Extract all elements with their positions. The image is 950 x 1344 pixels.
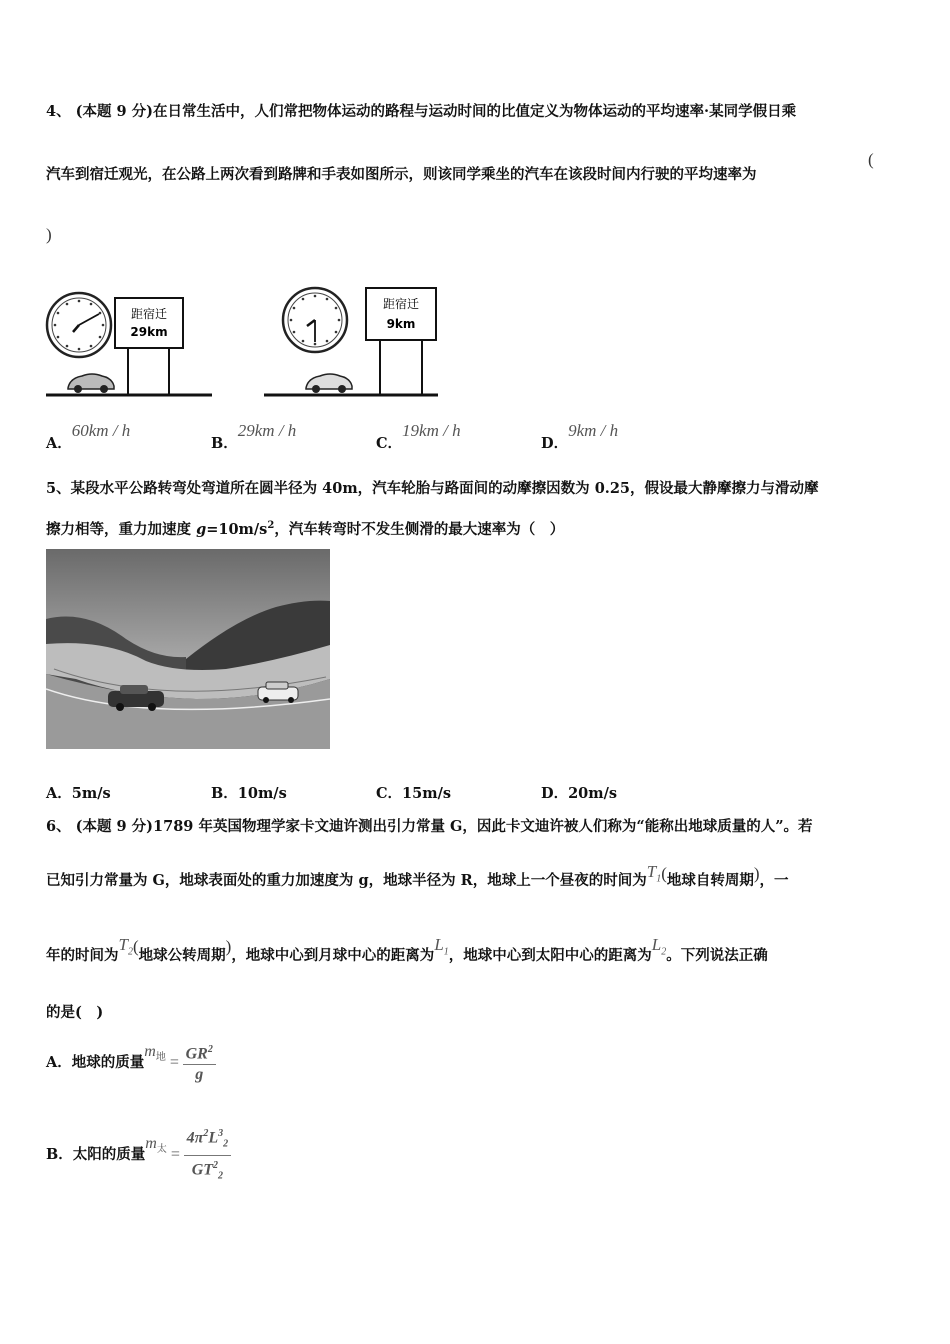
sign2-line2: 9km xyxy=(386,317,416,331)
q6-line3-e: 。下列说法正确 xyxy=(666,947,768,964)
option-value: 60km / h xyxy=(71,421,131,440)
option-label: C． xyxy=(376,435,403,452)
sign1-line1: 距宿迁 xyxy=(130,307,168,321)
option-label: B． xyxy=(211,785,238,802)
q6-line3: 年的时间为$T_2$(地球公转周期)，地球中心到月球中心的距离为$L_1$，地球中心到太阳中心的距离为$L_2$。下列说法正确 xyxy=(46,935,768,964)
option-value: 15m/s xyxy=(402,785,452,802)
q6-line3-b: 地球公转周期 xyxy=(138,947,226,964)
clock-sign-figure-2 xyxy=(262,284,440,400)
q6-line1: 6、 (本题 9 分)1789 年英国物理学家卡文迪许测出引力常量 G，因此卡文迪许被人们称为“能称出地球质量的人”。若 xyxy=(46,818,813,835)
option-label: A． xyxy=(46,435,72,452)
option-value: 29km / h xyxy=(237,421,297,440)
q6-line4: 的是( ) xyxy=(46,1004,104,1021)
mass-sun-symbol: $m_太$ xyxy=(145,1134,167,1156)
fraction-b-denominator: $GT^2_2$ xyxy=(191,1159,224,1182)
sign1-line2: 29km xyxy=(130,325,168,339)
option-label: D． xyxy=(541,785,569,802)
option-label: D． xyxy=(541,435,569,452)
fraction-b-numerator: $4\pi^2L^3_2$ xyxy=(184,1124,232,1156)
option-label: B． xyxy=(211,435,238,452)
q5-line2-b: =10m/s xyxy=(206,520,268,538)
sign2-line1: 距宿迁 xyxy=(382,297,420,311)
option-label: C． xyxy=(376,785,403,802)
q5-line2 xyxy=(46,516,564,540)
option-value: 19km / h xyxy=(402,421,461,440)
q4-figure-1 xyxy=(44,290,216,400)
q6-option-b xyxy=(46,1124,231,1186)
q5-line2-c: ，汽车转弯时不发生侧滑的最大速率为（ ） xyxy=(274,520,565,538)
q6-option-a xyxy=(46,1040,216,1085)
q4-option-c xyxy=(376,420,461,452)
option-value: 10m/s xyxy=(237,785,287,802)
q4-option-d xyxy=(541,420,619,452)
option-text: 地球的质量 xyxy=(71,1053,145,1071)
q5-sup: 2 xyxy=(267,520,275,531)
q5-g: g xyxy=(196,520,207,538)
option-value: 9km / h xyxy=(568,421,619,440)
q5-road-photo xyxy=(46,549,330,749)
q4-option-b xyxy=(211,420,297,452)
option-text: 太阳的质量 xyxy=(72,1146,146,1164)
fraction-b xyxy=(184,1124,232,1186)
q4-option-a xyxy=(46,420,131,452)
q6-line3-c: ，地球中心到月球中心的距离为 xyxy=(231,947,435,964)
fraction-a-numerator: $GR^2$ xyxy=(183,1040,216,1065)
option-label: A． xyxy=(46,785,72,802)
q5-option-c xyxy=(376,784,451,804)
q6-L2: $L_2$ xyxy=(651,935,667,958)
q6-line2-b: 地球自转周期 xyxy=(666,872,754,889)
q4-open-paren: ( xyxy=(868,150,874,169)
q5-line2-a: 擦力相等，重力加速度 xyxy=(46,520,197,538)
q4-line1: 4、 (本题 9 分)在日常生活中，人们常把物体运动的路程与运动时间的比值定义为物体运动的平均速率·某同学假日乘 xyxy=(46,103,797,120)
curved-road-image xyxy=(46,549,330,749)
equals-sign: = xyxy=(169,1146,181,1164)
q6-line3-d: ，地球中心到太阳中心的距离为 xyxy=(448,947,652,964)
q6-L1: $L_1$ xyxy=(434,935,449,958)
q5-option-d xyxy=(541,784,617,804)
q4-line2: 汽车到宿迁观光，在公路上两次看到路牌和手表如图所示，则该同学乘坐的汽车在该段时间内行驶的平均速率为 xyxy=(46,166,757,183)
fraction-a-denominator: g xyxy=(195,1066,204,1084)
q6-T1: $T_1$ xyxy=(646,862,662,885)
mass-earth-symbol: $m_地$ xyxy=(144,1042,166,1063)
q6-line2-c: ，一 xyxy=(759,872,789,889)
q5-option-b xyxy=(211,784,287,804)
q4-close-paren: ) xyxy=(46,225,52,244)
q6-line3-a: 年的时间为 xyxy=(46,947,119,964)
equals-sign: = xyxy=(168,1053,180,1071)
option-value: 20m/s xyxy=(568,785,618,802)
q5-option-a xyxy=(46,784,111,804)
q5-line1: 5、某段水平公路转弯处弯道所在圆半径为 40m，汽车轮胎与路面间的动摩擦因数为 0.25，假设最大静摩擦力与滑动摩 xyxy=(46,480,819,497)
q6-T2: $T_2$ xyxy=(118,935,133,958)
q6-line2-a: 已知引力常量为 G，地球表面处的重力加速度为 g，地球半径为 R，地球上一个昼夜的时间为 xyxy=(46,872,647,889)
option-value: 5m/s xyxy=(71,785,111,802)
clock-sign-figure-1 xyxy=(44,290,216,400)
fraction-a xyxy=(183,1040,216,1085)
q6-line2: 已知引力常量为 G，地球表面处的重力加速度为 g，地球半径为 R，地球上一个昼夜的时间为$T_1$(地球自转周期)，一 xyxy=(46,862,789,889)
q4-figure-2 xyxy=(262,284,440,400)
option-label: B． xyxy=(46,1146,73,1164)
option-label: A． xyxy=(46,1053,72,1071)
